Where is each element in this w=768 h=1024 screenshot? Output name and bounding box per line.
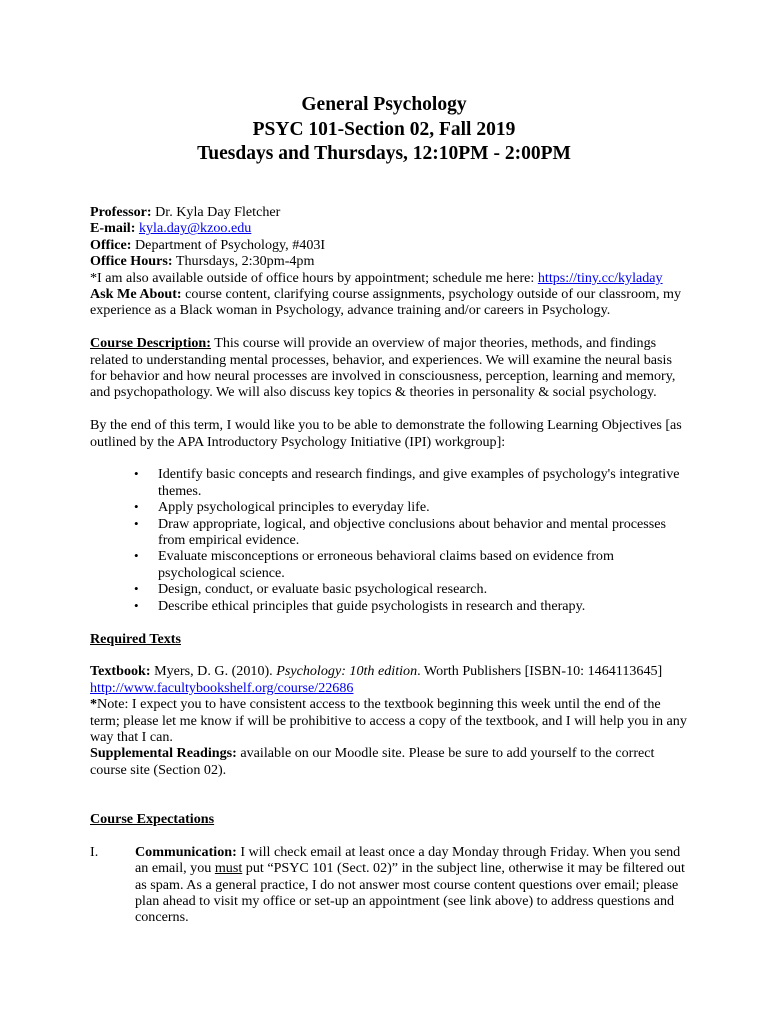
objective-text: Identify basic concepts and research findings, and give examples of psychology's integrative: [158, 466, 680, 483]
spacer: [90, 795, 680, 811]
appointment-line: [90, 270, 680, 286]
list-item: [90, 466, 680, 499]
course-schedule: Tuesdays and Thursdays, 12:10PM - 2:00PM: [197, 143, 571, 164]
ask-me-label: Ask Me About:: [90, 286, 182, 303]
objective-text: Design, conduct, or evaluate basic psychological research.: [158, 581, 488, 598]
office-label: Office:: [90, 236, 132, 253]
textbook-publisher: . Worth Publishers [ISBN-10: 1464113645]: [417, 663, 663, 680]
office-hours-label: Office Hours:: [90, 253, 173, 270]
ask-me-text-1: course content, clarifying course assignments, psychology outside of our classroom, my: [181, 286, 682, 303]
course-section: PSYC 101-Section 02, Fall 2019: [252, 118, 516, 140]
email-link[interactable]: kyla.day@kzoo.edu: [138, 220, 252, 237]
spacer: [90, 319, 680, 335]
objective-text-cont: psychological science.: [158, 564, 285, 581]
note-star: *: [90, 696, 98, 713]
bullet-icon: •: [134, 515, 139, 531]
bullet-icon: •: [134, 499, 139, 515]
supplemental-line-1: [90, 745, 680, 761]
list-item: [90, 548, 680, 581]
office-hours-line: [90, 253, 680, 269]
description-line-4: and psychopathology. We will also discuss key topics & theories in personality & social psychology.: [90, 384, 657, 401]
description-line-3: for behavior and how neural processes are involved in consciousness, perception, learning and memory,: [90, 368, 676, 385]
textbook-title: Psychology: 10th edition: [276, 663, 418, 680]
objective-text-cont: themes.: [158, 482, 202, 499]
supplemental-label: Supplemental Readings:: [90, 745, 237, 762]
spacer: [90, 647, 680, 663]
bullet-icon: •: [134, 597, 139, 613]
spacer: [90, 827, 680, 843]
communication-text-2a: an email, you: [135, 860, 215, 877]
communication-line-3: as spam. As a general practice, I do not answer most course content questions over email; please: [135, 876, 679, 893]
email-line: [90, 220, 680, 236]
list-item: [90, 598, 680, 614]
title-block: [0, 93, 768, 167]
appointment-link[interactable]: https://tiny.cc/kyladay: [537, 269, 663, 286]
textbook-link-line: [90, 680, 680, 696]
objective-text-cont: from empirical evidence.: [158, 532, 300, 549]
objectives-intro-line-1: By the end of this term, I would like you to be able to demonstrate the following Learning Objectives [as: [90, 417, 682, 434]
professor-value: Dr. Kyla Day Fletcher: [151, 204, 281, 220]
appointment-text: *I am also available outside of office hours by appointment; schedule me here:: [90, 269, 538, 286]
list-item: [90, 516, 680, 549]
objective-text: Draw appropriate, logical, and objective conclusions about behavior and mental processes: [158, 515, 666, 532]
description-line-1: [90, 335, 680, 351]
office-value: Department of Psychology, #403I: [131, 236, 326, 253]
must-emphasis: must: [214, 860, 243, 877]
note-line-1: [90, 696, 680, 712]
syllabus-body: [90, 204, 687, 926]
email-label: E-mail:: [90, 220, 136, 237]
spacer: [90, 450, 680, 466]
communication-text-1: I will check email at least once a day Monday through Friday. When you send: [236, 843, 681, 860]
list-item: [90, 581, 680, 597]
description-line-2: related to understanding mental processes, behavior, and experiences. We will examine the neural basis: [90, 351, 672, 368]
professor-line: [90, 204, 680, 220]
communication-line-5: concerns.: [135, 909, 189, 926]
professor-label: Professor:: [90, 204, 152, 220]
ask-me-line-1: [90, 286, 680, 302]
objective-text: Evaluate misconceptions or erroneous behavioral claims based on evidence from: [158, 548, 614, 565]
objective-text: Apply psychological principles to everyday life.: [158, 499, 430, 516]
note-line-3: way that I can.: [90, 728, 173, 745]
item-number: I.: [90, 843, 99, 860]
description-label: Course Description:: [90, 335, 211, 352]
description-text-1: This course will provide an overview of major theories, methods, and findings: [210, 335, 657, 352]
communication-text-2b: put “PSYC 101 (Sect. 02)” in the subject line, otherwise it may be filtered out: [242, 860, 685, 877]
communication-line-4: plan ahead to visit my office or set-up an appointment (see link above) to address questions and: [135, 892, 675, 909]
objectives-list: [90, 466, 680, 614]
communication-label: Communication:: [135, 843, 237, 860]
supplemental-text-1: available on our Moodle site. Please be sure to add yourself to the correct: [236, 745, 655, 762]
ask-me-line-2: experience as a Black woman in Psychology, advance training and/or careers in Psychology.: [90, 302, 611, 319]
objectives-intro-line-2: outlined by the APA Introductory Psychology Initiative (IPI) workgroup]:: [90, 433, 506, 450]
spacer: [90, 614, 680, 630]
textbook-line: [90, 663, 680, 679]
office-line: [90, 237, 680, 253]
textbook-author: Myers, D. G. (2010).: [150, 663, 277, 680]
textbook-label: Textbook:: [90, 663, 151, 680]
note-text-1: Note: I expect you to have consistent access to the textbook beginning this week until the end of the: [97, 696, 661, 713]
bullet-icon: •: [134, 466, 139, 482]
communication-line-1: [135, 844, 680, 860]
office-hours-value: Thursdays, 2:30pm-4pm: [172, 253, 315, 270]
note-line-2: term; please let me know if will be prohibitive to access a copy of the textbook, and I will help you in any: [90, 712, 687, 729]
expectation-item-communication: [90, 843, 685, 926]
required-texts-heading: Required Texts: [90, 630, 181, 647]
list-item: [90, 499, 680, 515]
objective-text: Describe ethical principles that guide psychologists in research and therapy.: [158, 597, 586, 614]
course-expectations-heading: Course Expectations: [90, 810, 215, 827]
spacer: [90, 778, 680, 794]
spacer: [90, 401, 680, 417]
communication-line-2: [135, 860, 685, 877]
supplemental-line-2: course site (Section 02).: [90, 761, 227, 778]
textbook-link[interactable]: http://www.facultybookshelf.org/course/22686: [90, 679, 354, 696]
bullet-icon: •: [134, 581, 139, 597]
course-title: General Psychology: [301, 94, 467, 115]
bullet-icon: •: [134, 548, 139, 564]
